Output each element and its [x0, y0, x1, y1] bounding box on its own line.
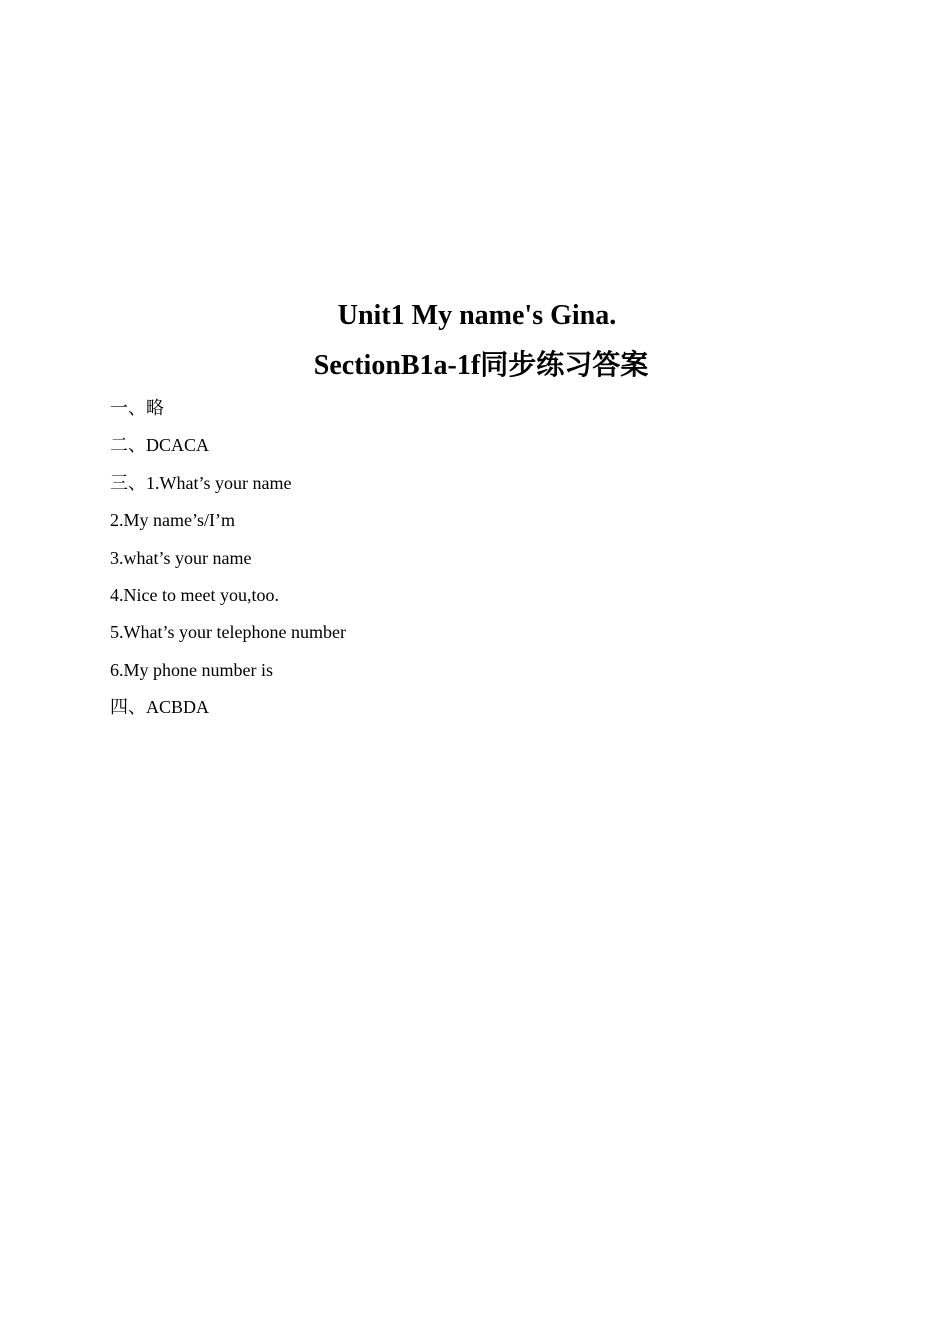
answer-line-section-4: 四、ACBDA	[110, 697, 210, 718]
document-subtitle: SectionB1a-1f同步练习答案	[313, 350, 649, 381]
answer-line-section-3-item-5: 5.What’s your telephone number	[110, 622, 346, 643]
document-title: Unit1 My name's Gina.	[337, 300, 617, 331]
answer-line-section-3-item-4: 4.Nice to meet you,too.	[110, 585, 279, 606]
answer-line-section-3-item-1: 三、1.What’s your name	[110, 472, 292, 493]
answer-list	[110, 390, 810, 727]
answer-line-section-3-item-6: 6.My phone number is	[110, 659, 273, 680]
answer-line-section-3-item-2: 2.My name’s/I’m	[110, 510, 235, 531]
answer-line-section-2: 二、DCACA	[110, 435, 210, 456]
answer-line-section-3-item-3: 3.what’s your name	[110, 547, 252, 568]
answer-line-section-1: 一、略	[110, 398, 164, 418]
